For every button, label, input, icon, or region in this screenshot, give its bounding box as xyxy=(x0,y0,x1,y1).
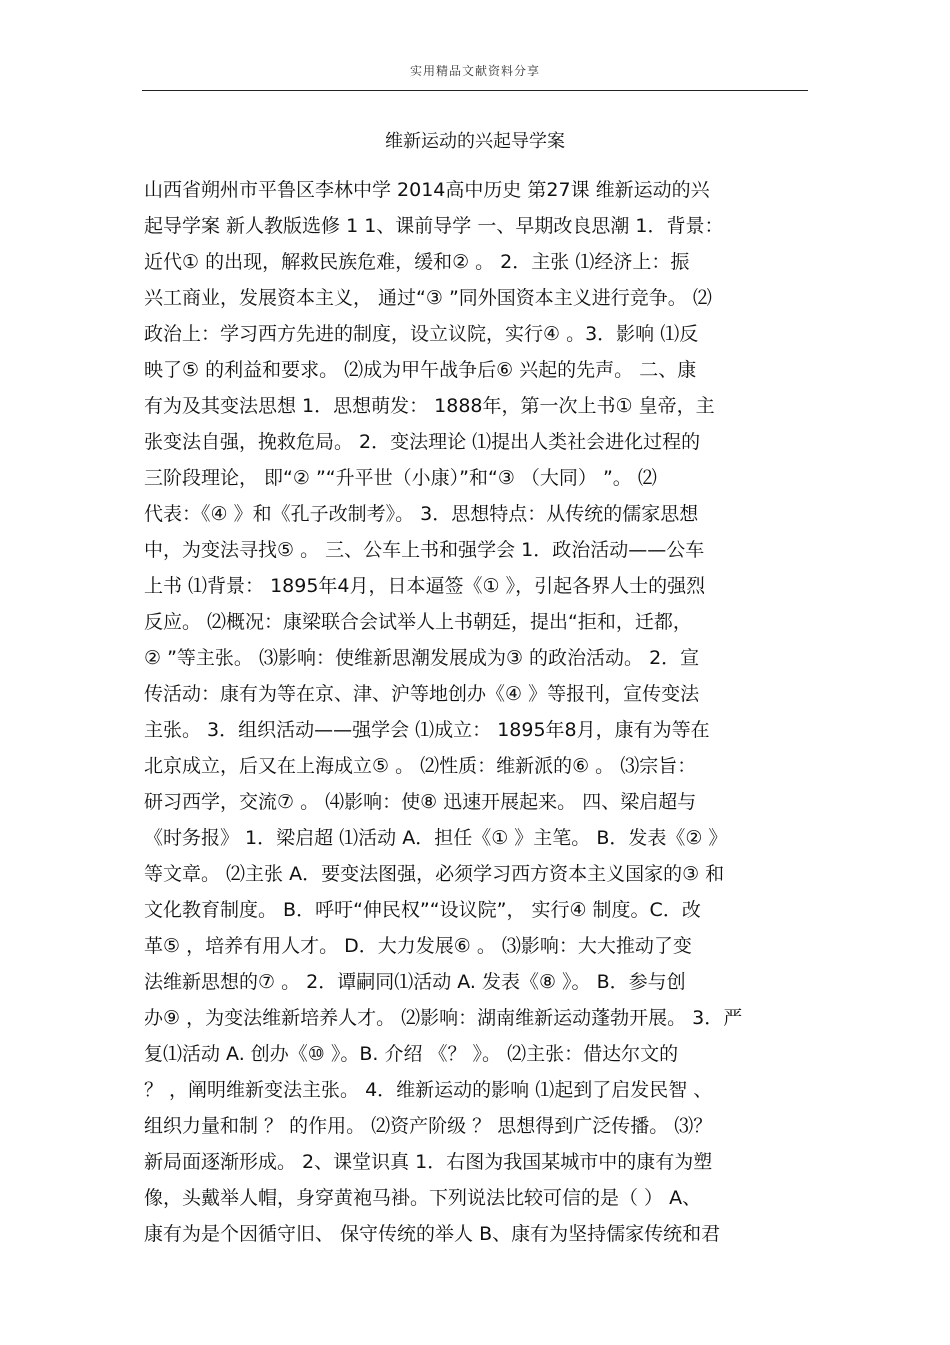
body-line: 革⑤ ，培养有用人才。 D．大力发展⑥ 。 ⑶影响：大大推动了变 xyxy=(144,935,692,957)
body-line: 张变法自强，挽救危局。 2．变法理论 ⑴提出人类社会进化过程的 xyxy=(144,431,701,453)
body-line: 政治上：学习西方先进的制度，设立议院，实行④ 。3．影响 ⑴反 xyxy=(144,323,699,345)
body-line: 像，头戴举人帽，身穿黄袍马褂。下列说法比较可信的是（ ） A、 xyxy=(144,1187,702,1209)
body-line: 复⑴活动 A. 创办《⑩ 》。B. 介绍 《？ 》。 ⑵主张：借达尔文的 xyxy=(144,1043,679,1065)
body-line: ？ ，阐明维新变法主张。 4．维新运动的影响 ⑴起到了启发民智 、 xyxy=(144,1079,713,1101)
body-line: 代表：《④ 》和《孔子改制考》。 3．思想特点：从传统的儒家思想 xyxy=(144,503,699,525)
body-line: 《时务报》 1．梁启超 ⑴活动 A．担任《① 》主笔。 B．发表《② 》 xyxy=(144,827,728,849)
body-line: 近代① 的出现，解救民族危难，缓和② 。 2．主张 ⑴经济上：振 xyxy=(144,251,690,273)
body-line: 康有为是个因循守旧、 保守传统的举人 B、康有为坚持儒家传统和君 xyxy=(144,1223,721,1245)
body-line: 办⑨ ，为变法维新培养人才。 ⑵影响：湖南维新运动蓬勃开展。 3．严 xyxy=(144,1007,743,1029)
body-line: 中，为变法寻找⑤ 。 三、公车上书和强学会 1．政治活动——公车 xyxy=(144,539,705,561)
body-line: 法维新思想的⑦ 。 2．谭嗣同⑴活动 A. 发表《⑧ 》。 B．参与创 xyxy=(144,971,686,993)
body-line: 研习西学，交流⑦ 。 ⑷影响：使⑧ 迅速开展起来。 四、梁启超与 xyxy=(144,791,697,813)
body-line: 新局面逐渐形成。 2、课堂识真 1．右图为我国某城市中的康有为塑 xyxy=(144,1151,713,1173)
document-body xyxy=(144,172,808,1252)
body-line: 反应。 ⑵概况：康梁联合会试举人上书朝廷，提出“拒和，迁都， xyxy=(144,611,692,633)
body-line: 组织力量和制 ？ 的作用。 ⑵资产阶级 ？ 思想得到广泛传播。 ⑶？ xyxy=(144,1115,713,1137)
body-line: 映了⑤ 的利益和要求。 ⑵成为甲午战争后⑥ 兴起的先声。 二、康 xyxy=(144,359,697,381)
page-header: 实用精品文献资料分享 xyxy=(409,64,540,78)
body-line: 山西省朔州市平鲁区李林中学 2014高中历史 第27课 维新运动的兴 xyxy=(144,179,710,201)
body-line: 等文章。 ⑵主张 A．要变法图强，必须学习西方资本主义国家的③ 和 xyxy=(144,863,725,885)
body-line: 文化教育制度。 B．呼吁“伸民权”“设议院”， 实行④ 制度。C．改 xyxy=(144,899,701,921)
header-divider xyxy=(142,90,808,91)
body-line: 起导学案 新人教版选修 1 1、课前导学 一、早期改良思潮 1．背景： xyxy=(144,215,724,237)
body-line: 传活动：康有为等在京、津、沪等地创办《④ 》等报刊，宣传变法 xyxy=(144,683,700,705)
body-line: 北京成立，后又在上海成立⑤ 。 ⑵性质：维新派的⑥ 。 ⑶宗旨： xyxy=(144,755,697,777)
document-title: 维新运动的兴起导学案 xyxy=(385,131,565,152)
body-line: 主张。 3．组织活动——强学会 ⑴成立： 1895年8月，康有为等在 xyxy=(144,719,710,741)
body-line: 上书 ⑴背景： 1895年4月，日本逼签《① 》，引起各界人士的强烈 xyxy=(144,575,706,597)
body-line: 有为及其变法思想 1．思想萌发： 1888年，第一次上书① 皇帝，主 xyxy=(144,395,715,417)
body-line: 三阶段理论， 即“② ”“升平世（小康）”和“③ （大同） ”。 ⑵ xyxy=(144,467,657,489)
body-line: 兴工商业，发展资本主义， 通过“③ ”同外国资本主义进行竞争。 ⑵ xyxy=(144,287,712,309)
body-line: ② ”等主张。 ⑶影响：使维新思潮发展成为③ 的政治活动。 2．宣 xyxy=(144,647,700,669)
